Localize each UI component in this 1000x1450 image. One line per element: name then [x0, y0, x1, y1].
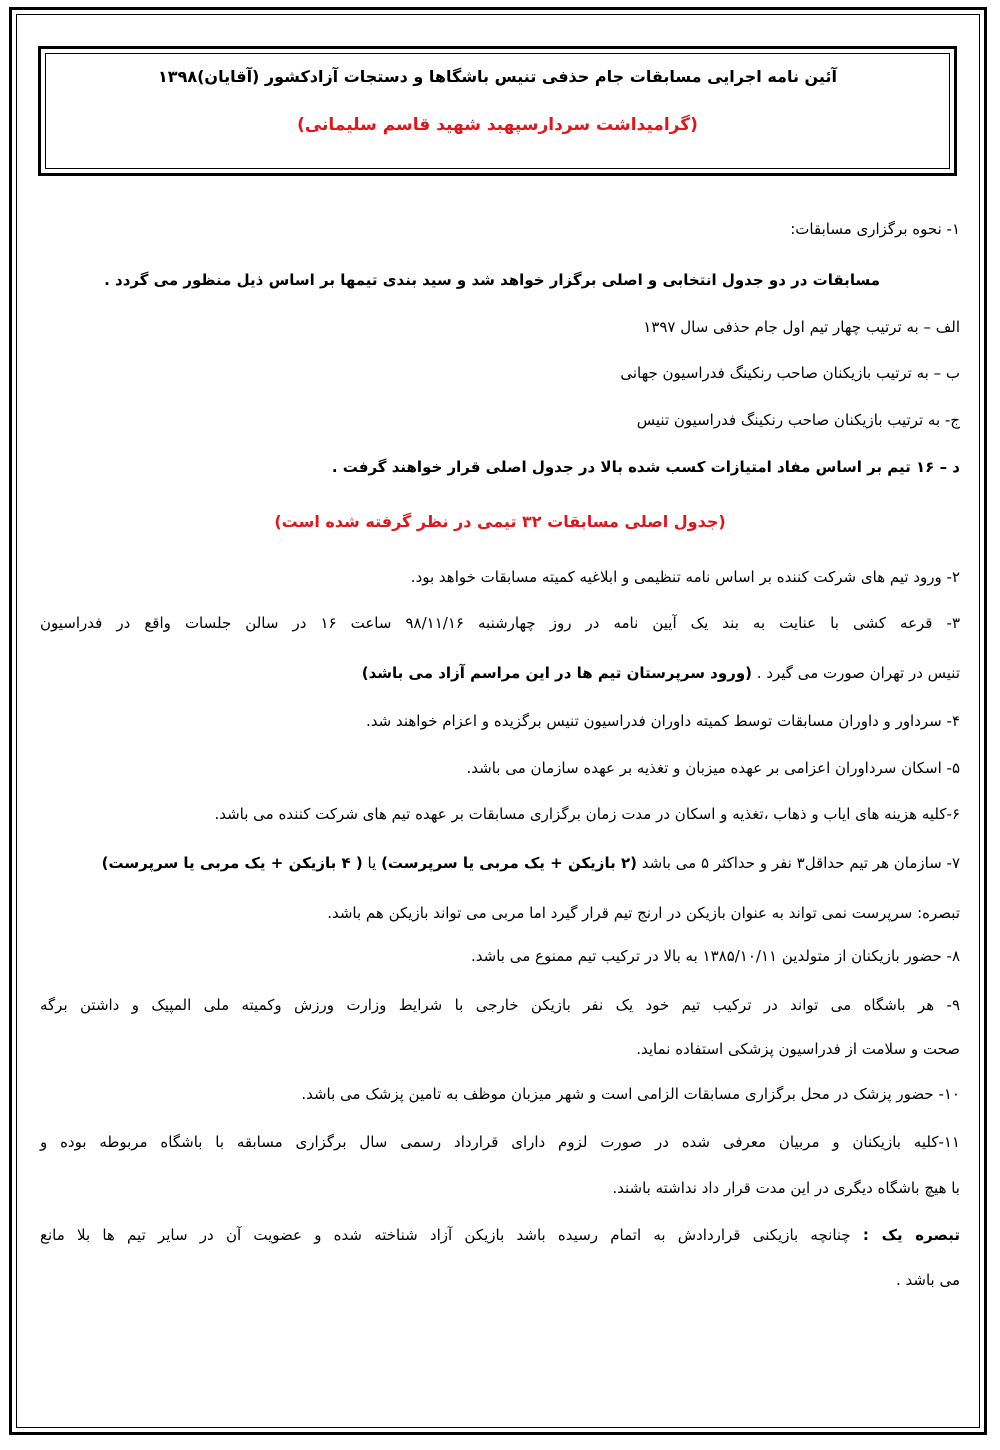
section-6: ۶-کلیه هزینه های ایاب و ذهاب ،تغذیه و اسکان در مدت زمان برگزاری مسابقات بر عهده تیم های شرکت کننده می باشد. — [214, 805, 960, 823]
section-11-line-2: با هیچ باشگاه دیگری در این مدت قرار داد نداشته باشند. — [612, 1179, 960, 1197]
section-1-item-c: ج- به ترتیب بازیکنان صاحب رنکینگ فدراسیون تنیس — [636, 411, 960, 429]
section-1-note: (جدول اصلی مسابقات ۳۲ تیمی در نظر گرفته شده است) — [274, 512, 726, 531]
page-subtitle: (گرامیداشت سردارسپهبد شهید قاسم سلیمانی) — [297, 115, 698, 135]
section-7 — [40, 852, 960, 874]
section-7-option-2: ( ۴ بازیکن + یک مربی یا سرپرست) — [101, 854, 363, 872]
note-1-line-1 — [40, 1224, 960, 1246]
section-4: ۴- سرداور و داوران مسابقات توسط کمیته داوران فدراسیون تنیس برگزیده و اعزام خواهند شد. — [365, 712, 960, 730]
section-1-heading: ۱- نحوه برگزاری مسابقات: — [790, 220, 960, 238]
section-2: ۲- ورود تیم های شرکت کننده بر اساس نامه تنظیمی و ابلاغیه کمیته مسابقات خواهد بود. — [410, 568, 960, 586]
section-9-line-2: صحت و سلامت از فدراسیون پزشکی استفاده نماید. — [636, 1040, 960, 1058]
note-1-label: تبصره یک : — [862, 1226, 961, 1244]
note-1-text: چنانچه بازیکنی قراردادش به اتمام رسیده باشد بازیکن آزاد شناخته شده و عضویت آن در سایر تیم ها بلا مانع — [40, 1226, 863, 1244]
section-11-line-1: ۱۱-کلیه بازیکنان و مربیان معرفی شده در صورت لزوم دارای قرارداد رسمی سال برگزاری مسابقه با باشگاه مربوطه بوده و — [40, 1133, 960, 1151]
section-8: ۸- حضور بازیکنان از متولدین ۱۳۸۵/۱۰/۱۱ به بالا در ترکیب تیم ممنوع می باشد. — [470, 947, 960, 965]
section-9-line-1: ۹- هر باشگاه می تواند در ترکیب تیم خود یک نفر بازیکن خارجی با شرایط وزارت ورزش وکمیته ملی المپیک و داشتن برگه — [40, 996, 960, 1014]
title-box — [38, 46, 957, 176]
section-1-intro: مسابقات در دو جدول انتخابی و اصلی برگزار خواهد شد و سید بندی تیمها بر اساس ذیل منظور می گردد . — [104, 271, 880, 289]
section-7-note: تبصره: سرپرست نمی تواند به عنوان بازیکن در ارنج تیم قرار گیرد اما مربی می تواند بازیکن هم باشد. — [327, 904, 960, 922]
page-title: آئین نامه اجرایی مسابقات جام حذفی تنیس باشگاها و دستجات آزادکشور (آقایان)۱۳۹۸ — [158, 67, 837, 86]
section-1-item-b: ب – به ترتیب بازیکنان صاحب رنکینگ فدراسیون جهانی — [620, 364, 960, 382]
section-5: ۵- اسکان سرداوران اعزامی بر عهده میزبان و تغذیه بر عهده سازمان می باشد. — [466, 759, 960, 777]
section-7-or: یا — [362, 854, 382, 872]
note-1-line-2: می باشد . — [895, 1271, 960, 1289]
section-1-item-a: الف – به ترتیب چهار تیم اول جام حذفی سال ۱۳۹۷ — [643, 318, 960, 336]
section-10: ۱۰- حضور پزشک در محل برگزاری مسابقات الزامی است و شهر میزبان موظف به تامین پزشک می باشد. — [301, 1085, 960, 1103]
section-7-option-1: (۲ بازیکن + یک مربی یا سرپرست) — [381, 854, 637, 872]
section-7-text: ۷- سازمان هر تیم حداقل۳ نفر و حداکثر ۵ می باشد — [636, 854, 960, 872]
section-1-item-d: د – ۱۶ تیم بر اساس مفاد امتیازات کسب شده بالا در جدول اصلی قرار خواهند گرفت . — [331, 458, 960, 476]
section-3-line-2 — [40, 662, 960, 684]
section-3-bold-note: (ورود سرپرستان تیم ها در این مراسم آزاد می باشد) — [361, 664, 753, 682]
section-3-line-1: ۳- قرعه کشی با عنایت به بند یک آیین نامه در روز چهارشنبه ۹۸/۱۱/۱۶ ساعت ۱۶ در سالن جلسات واقع در فدراسیون — [40, 614, 960, 632]
section-3-text: تنیس در تهران صورت می گیرد . — [752, 664, 960, 682]
